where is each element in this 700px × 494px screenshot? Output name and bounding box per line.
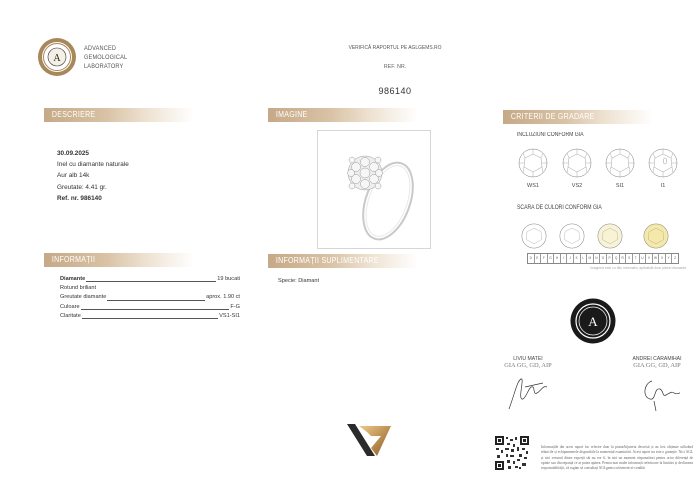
- lab-name-line: LABORATORY: [84, 63, 124, 70]
- color-diamond-icon: [559, 223, 585, 249]
- info-label: Diamante: [60, 276, 86, 282]
- info-row-color: [60, 303, 240, 312]
- ring-image-frame: [317, 130, 431, 249]
- lab-name: [84, 44, 127, 71]
- scale-cell: L: [581, 254, 588, 263]
- scale-cell: P: [607, 254, 614, 263]
- info-row-cut: [60, 284, 240, 293]
- agl-stamp-seal: [570, 298, 616, 344]
- scale-cell: I: [561, 254, 568, 263]
- section-header-imagine: [268, 108, 418, 122]
- signer-credentials: GIA GG, GD, AIP: [633, 362, 681, 369]
- inclusion-grade-label: VS2: [571, 183, 583, 189]
- signature-2-image: [634, 371, 694, 411]
- scale-cell: U: [640, 254, 647, 263]
- info-label: Greutate diamante: [60, 294, 107, 301]
- scale-cell: F: [541, 254, 548, 263]
- info-row-diamonds: [60, 275, 240, 284]
- section-title: INFORMAȚII: [51, 255, 96, 264]
- section-title: IMAGINE: [275, 110, 308, 119]
- diamond-diagram-icon: [562, 148, 592, 178]
- color-grade-scale: [527, 253, 679, 264]
- color-scale-title: SCARĂ DE CULORI CONFORM GIA: [517, 205, 602, 211]
- report-date: 30.09.2025: [57, 150, 89, 157]
- scale-cell: W: [653, 254, 660, 263]
- inclusion-gem-3: [605, 148, 635, 189]
- scale-cell: H: [554, 254, 561, 263]
- color-diamond-icon: [643, 223, 669, 249]
- disclaimer-text: Informațiile din acest raport fac referire doar la piatra/bijuteria descrisă și au fost obținute utilizând tehnicile și echipamentele disponibile la momentul examinării. Acest raport nu este o garanție. Nici AGL și nici vreunul dintre experții săi nu vor fi, în nici un moment răspunzători pentru orice diferență de opinie sau discrepanță ce ar putea apărea. Pentru mai multe informații referitoare la limitări și declinarea responsabilității, vă rugăm să consultați AGLgems.ro/termeni-si-conditii: [541, 445, 693, 471]
- info-row-weight: [60, 293, 240, 302]
- signature-block-2: [612, 356, 700, 416]
- verify-report-text: VERIFICĂ RAPORTUL PE AGLGEMS.RO: [348, 45, 442, 51]
- qr-code[interactable]: [495, 436, 529, 470]
- info-value: 19 bucati: [217, 276, 240, 282]
- leader-line: [107, 300, 205, 301]
- inclusion-gem-2: [562, 148, 592, 189]
- scale-cell: N: [594, 254, 601, 263]
- leader-line: [86, 281, 216, 282]
- description-block: [57, 148, 129, 204]
- scale-cell: Z: [674, 256, 677, 260]
- inclusion-grade-label: WS1: [527, 183, 539, 189]
- ring-image: [318, 131, 430, 248]
- section-header-informatii-suplimentare: [268, 254, 418, 268]
- inclusion-grade-label: I1: [660, 183, 666, 189]
- info-value: VS1-SI1: [219, 312, 240, 319]
- agl-seal-logo: [37, 37, 77, 77]
- item-ref: Ref. nr. 986140: [57, 194, 102, 202]
- diamond-diagram-icon: [605, 148, 635, 178]
- inclusion-gem-1: [518, 148, 548, 189]
- scale-cell: Y: [666, 254, 673, 263]
- scale-cell: Q: [613, 254, 620, 263]
- scale-cell: J: [567, 254, 574, 263]
- scale-cell: T: [633, 254, 640, 263]
- lab-name-line: GEMOLOGICAL: [84, 54, 128, 61]
- inclusions-title: INCLUZIUNI CONFORM GIA: [517, 132, 584, 138]
- section-title: CRITERII DE GRADARE: [510, 112, 595, 121]
- section-title: INFORMAȚII SUPLIMENTARE: [275, 256, 379, 265]
- scale-cell: S: [626, 254, 633, 263]
- info-table: [60, 275, 240, 321]
- info-row-clarity: [60, 312, 240, 321]
- scale-cell: X: [659, 254, 666, 263]
- inclusion-gem-4: [648, 148, 678, 189]
- svg-text:A: A: [53, 53, 61, 64]
- section-header-informatii: [44, 253, 194, 267]
- signer-credentials: GIA GG, GD, AIP: [504, 362, 552, 369]
- item-description: Inel cu diamante naturale: [57, 161, 129, 169]
- ref-number-value: 986140: [378, 86, 412, 96]
- leader-line: [81, 309, 230, 310]
- section-header-descriere: [44, 108, 194, 122]
- scale-cell: M: [587, 254, 594, 263]
- signer-name: ANDREI CARAMIHAI: [632, 356, 682, 362]
- scale-cell: R: [620, 254, 627, 263]
- info-label: Culoare: [60, 303, 80, 310]
- color-diamond-icon: [597, 223, 623, 249]
- scale-cell: V: [646, 254, 653, 263]
- info-value: aprox. 1.90 ct: [206, 294, 240, 301]
- info-label: Rotund briliant: [60, 285, 97, 292]
- scale-cell: E: [535, 254, 542, 263]
- section-title: DESCRIERE: [51, 110, 96, 119]
- signer-name: LIVIU MATEI: [513, 356, 543, 362]
- info-value: F-G: [230, 303, 240, 310]
- svg-text:A: A: [588, 314, 598, 329]
- ref-number-label: REF. NR.: [383, 64, 407, 70]
- color-scale-note: Imaginea este cu titlu informativ, aplicabilă doar pietrei diamante: [590, 266, 687, 270]
- scale-cell: K: [574, 254, 581, 263]
- scale-cell: G: [548, 254, 555, 263]
- signature-block-1: [483, 356, 573, 418]
- section-header-criterii: [503, 110, 653, 124]
- scale-cell: O: [600, 254, 607, 263]
- diamond-diagram-icon: [518, 148, 548, 178]
- metal-type: Aur alb 14k: [57, 172, 90, 180]
- color-diamond-icon: [521, 223, 547, 249]
- inclusion-grade-label: SI1: [615, 183, 625, 189]
- scale-cell: D: [528, 254, 535, 263]
- item-weight: Greutate: 4.41 gr.: [57, 183, 107, 191]
- lab-name-line: ADVANCED: [84, 45, 117, 52]
- info-label: Claritate: [60, 312, 81, 319]
- leader-line: [82, 318, 218, 319]
- signature-1-image: [503, 373, 563, 413]
- vg-brand-logo: [345, 420, 395, 460]
- diamond-diagram-icon: [648, 148, 678, 178]
- species-text: Specie: Diamant: [278, 278, 320, 284]
